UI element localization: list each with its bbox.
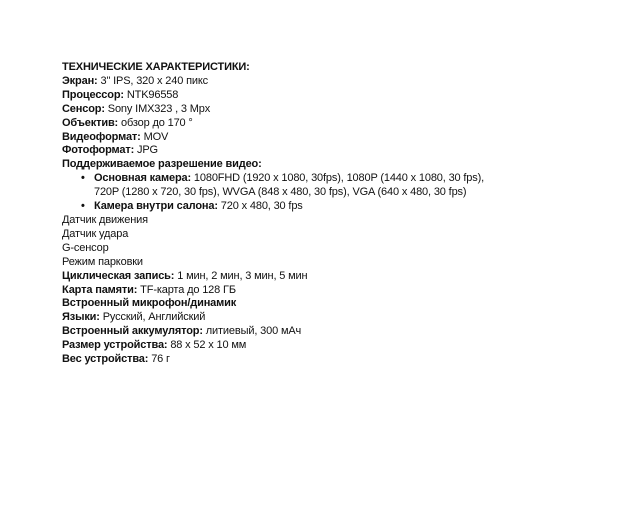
list-item-cabin-camera	[62, 200, 602, 214]
spec-value: MOV	[140, 130, 169, 143]
spec-value: NTK96558	[123, 88, 179, 101]
spec-row-sensor	[62, 103, 602, 117]
spec-row-dimensions	[62, 339, 602, 353]
spec-value: 88 x 52 x 10 мм	[167, 339, 247, 352]
spec-label: Процессор:	[62, 88, 124, 101]
spec-value: TF-карта до 128 ГБ	[137, 283, 236, 296]
feature-g-sensor: G-сенсор	[62, 241, 109, 254]
spec-value: обзор до 170 °	[118, 116, 193, 129]
resolution-value: 720 x 480, 30 fps	[217, 200, 303, 213]
spec-row-screen	[62, 75, 602, 89]
list-item-main-camera	[62, 172, 602, 200]
spec-value: 76 г	[148, 353, 170, 366]
spec-value: 3" IPS, 320 x 240 пикс	[97, 74, 209, 87]
resolution-label: Основная камера:	[94, 172, 192, 185]
spec-label: Видеоформат:	[62, 130, 141, 143]
spec-label: Размер устройства:	[62, 339, 168, 352]
specs-title: ТЕХНИЧЕСКИЕ ХАРАКТЕРИСТИКИ:	[62, 61, 250, 73]
spec-value: Русский, Английский	[99, 311, 206, 324]
feature-motion-sensor: Датчик движения	[62, 213, 148, 226]
spec-label: Встроенный аккумулятор:	[62, 325, 203, 338]
feature-parking-mode: Режим парковки	[62, 255, 143, 268]
resolution-list	[62, 172, 602, 214]
resolution-value: 1080FHD (1920 x 1080, 30fps), 1080P (1440 x 1080, 30 fps),	[191, 172, 485, 185]
spec-label: Вес устройства:	[62, 353, 149, 366]
resolution-value-continued: 720P (1280 x 720, 30 fps), WVGA (848 x 480, 30 fps), VGA (640 x 480, 30 fps)	[94, 186, 467, 199]
bullet-icon: •	[81, 200, 85, 213]
spec-row-weight	[62, 353, 602, 367]
spec-value: литиевый, 300 мАч	[202, 325, 302, 338]
spec-label: Фотоформат:	[62, 144, 135, 157]
feature-shock-sensor: Датчик удара	[62, 227, 129, 240]
spec-label: Объектив:	[62, 116, 119, 129]
spec-row-video-format	[62, 131, 602, 145]
spec-row-lens	[62, 117, 602, 131]
spec-row-mic-speaker	[62, 297, 602, 311]
spec-row-processor	[62, 89, 602, 103]
spec-row-loop-recording	[62, 270, 602, 284]
spec-label: Экран:	[62, 74, 98, 87]
spec-value: 1 мин, 2 мин, 3 мин, 5 мин	[174, 269, 308, 282]
spec-value: JPG	[134, 144, 158, 157]
spec-row-photo-format	[62, 144, 602, 158]
spec-label: Карта памяти:	[62, 283, 138, 296]
spec-value: Sony IMX323 , 3 Mpx	[104, 102, 211, 115]
bullet-icon: •	[81, 172, 85, 185]
spec-label: Циклическая запись:	[62, 269, 175, 282]
resolution-label: Камера внутри салона:	[94, 200, 218, 213]
specifications-block	[62, 61, 602, 367]
spec-label: Языки:	[62, 311, 100, 324]
spec-label: Встроенный микрофон/динамик	[62, 297, 237, 310]
spec-row-memory-card	[62, 284, 602, 298]
resolution-heading: Поддерживаемое разрешение видео:	[62, 158, 262, 171]
spec-row-battery	[62, 325, 602, 339]
spec-label: Сенсор:	[62, 102, 105, 115]
spec-row-languages	[62, 311, 602, 325]
